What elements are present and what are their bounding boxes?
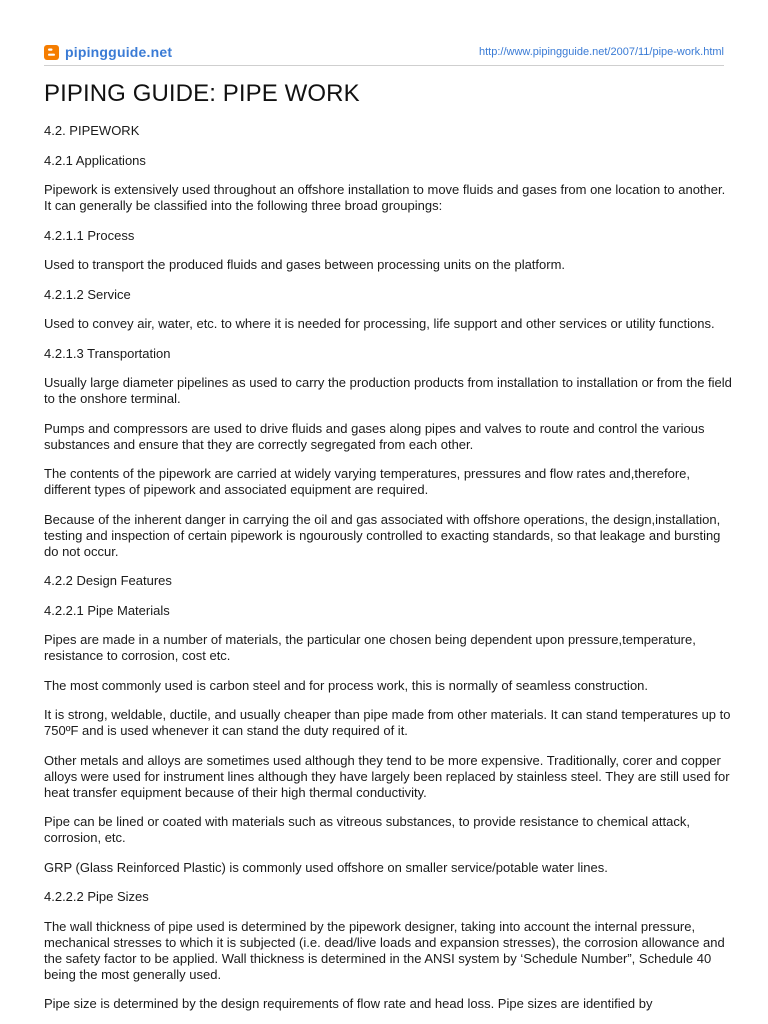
article-paragraph: Other metals and alloys are sometimes used although they tend to be more expensive. Traditionally, corer and copper alloys were used for instrument lines although they have largely been replaced by stainless steel. They are still used for heat transfer equipment because of their high thermal conductivity. bbox=[44, 752, 730, 800]
article-paragraph: Used to convey air, water, etc. to where it is needed for processing, life support and other services or utility functions. bbox=[44, 316, 715, 331]
article-paragraph: Pipe can be lined or coated with materials such as vitreous substances, to provide resistance to chemical attack, corrosion, etc. bbox=[44, 814, 690, 845]
article-paragraph: 4.2.2.2 Pipe Sizes bbox=[44, 889, 149, 904]
page-url-link[interactable]: http://www.pipingguide.net/2007/11/pipe-work.html bbox=[479, 46, 724, 58]
page-title: PIPING GUIDE: PIPE WORK bbox=[44, 80, 360, 107]
article-paragraph: Pipes are made in a number of materials, the particular one chosen being dependent upon pressure,temperature, resistance to corrosion, cost etc. bbox=[44, 632, 696, 663]
site-brand[interactable] bbox=[44, 44, 172, 60]
article-paragraph: Used to transport the produced fluids and gases between processing units on the platform. bbox=[44, 257, 566, 272]
article-paragraph: Pipework is extensively used throughout an offshore installation to move fluids and gases from one location to another. It can generally be classified into the following three broad groupings: bbox=[44, 182, 726, 213]
article-paragraph: Because of the inherent danger in carrying the oil and gas associated with offshore operations, the design,installation, testing and inspection of certain pipework is ngourously controlled to exacting standards, so that leakage and bursting do not occur. bbox=[44, 511, 721, 559]
site-name: pipingguide.net bbox=[65, 44, 173, 60]
page-header bbox=[44, 40, 724, 66]
article-body bbox=[44, 123, 734, 1024]
article-paragraph: The wall thickness of pipe used is determined by the pipework designer, taking into account the internal pressure, mechanical stresses to which it is subjected (i.e. dead/live loads and expansion stresses), the corrosion allowance and the safety factor to be applied. Wall thickness is determined in the ANSI system by ‘Schedule Number”, Schedule 40 being the most generally used. bbox=[44, 918, 725, 982]
article-paragraph: The contents of the pipework are carried at widely varying temperatures, pressures and flow rates and,therefore, different types of pipework and associated equipment are required. bbox=[44, 466, 690, 497]
article-paragraph: 4.2.1 Applications bbox=[44, 152, 146, 168]
article-paragraph: The most commonly used is carbon steel and for process work, this is normally of seamless construction. bbox=[44, 677, 649, 693]
article-paragraph: 4.2.2 Design Features bbox=[44, 573, 172, 588]
article-paragraph: 4.2.1.3 Transportation bbox=[44, 345, 171, 361]
article-paragraph: 4.2.1.2 Service bbox=[44, 286, 131, 302]
article-paragraph: 4.2.2.1 Pipe Materials bbox=[44, 602, 170, 618]
blogger-icon bbox=[44, 45, 59, 60]
article-paragraph: Usually large diameter pipelines as used to carry the production products from installation to installation or from the field to the onshore terminal. bbox=[44, 375, 732, 406]
article-paragraph: 4.2. PIPEWORK bbox=[44, 123, 140, 138]
article-paragraph: Pumps and compressors are used to drive fluids and gases along pipes and valves to route and control the various substances and ensure that they are correctly segregated from each other. bbox=[44, 420, 705, 452]
article-paragraph: It is strong, weldable, ductile, and usually cheaper than pipe made from other materials. It can stand temperatures up to 750ºF and is used whenever it can stand the duty required of it. bbox=[44, 707, 731, 738]
article-paragraph: 4.2.1.1 Process bbox=[44, 227, 135, 243]
article-paragraph: Pipe size is determined by the design requirements of flow rate and head loss. Pipe sizes are identified by bbox=[44, 996, 653, 1011]
header-divider bbox=[44, 65, 724, 66]
article-paragraph: GRP (Glass Reinforced Plastic) is commonly used offshore on smaller service/potable water lines. bbox=[44, 859, 608, 875]
